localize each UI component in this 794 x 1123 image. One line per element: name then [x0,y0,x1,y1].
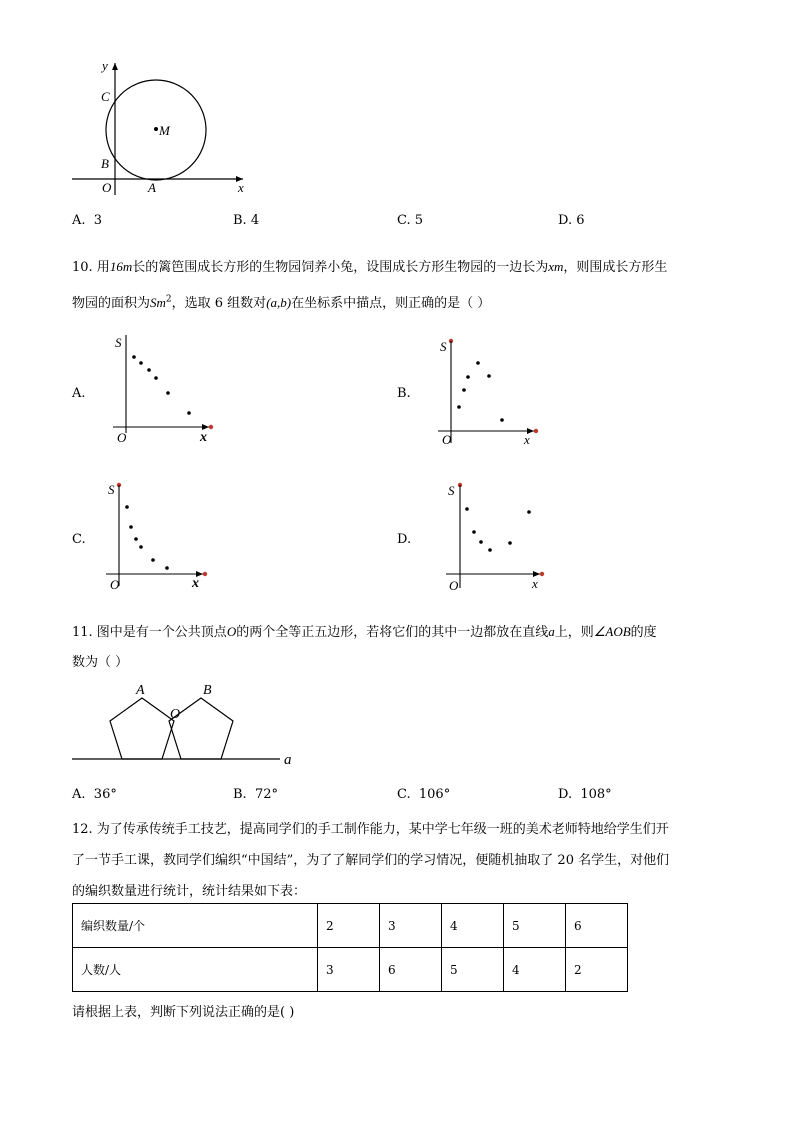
q10-stem-line1 [72,256,667,275]
data-point [139,361,143,365]
q12-stem-line1: 12. 为了传承传统手工技艺，提高同学们的手工制作能力，某中学七年级一班的美术老师特地给学生们开 [72,822,669,837]
q12-prompt: 请根据上表，判断下列说法正确的是( ) [72,1005,295,1020]
text: ，则围成长方形生 [563,260,668,275]
option-letter: B. [233,213,247,228]
option-letter: B. [233,787,247,802]
origin-label: O [110,577,120,592]
data-point [476,361,480,365]
text: ，选取 6 组数对 [171,296,267,311]
q11-option-c[interactable] [397,787,450,802]
pentagons-figure [68,678,300,773]
left-pentagon [110,698,174,759]
table-row [73,948,628,992]
q10-option-c-letter[interactable]: C. [72,532,86,547]
q11-option-b[interactable] [233,787,278,802]
text: 上，则 [554,625,594,640]
text: 的度 [630,625,657,640]
s-label: S [108,482,115,497]
option-letter: D. [558,787,573,802]
y-label: y [102,58,108,73]
table-cell: 3 [318,948,380,992]
origin-label: O [442,432,452,445]
math: O [226,624,237,639]
q11-option-a[interactable] [72,787,117,802]
text: 在坐标系中描点，则正确的是（ ） [291,296,491,311]
q9-option-a[interactable] [72,213,102,228]
data-point [462,388,466,392]
data-point [166,391,170,395]
table-cell: 2 [566,948,628,992]
x-label: x [532,576,538,591]
axis-end-dot [534,429,538,433]
data-point [151,558,155,562]
data-point [187,411,191,415]
s-label: S [448,483,455,498]
q9-option-c[interactable] [397,213,423,228]
option-letter: C. [397,213,411,228]
q10-option-d-letter[interactable]: D. [397,532,412,547]
table-cell: 5 [442,948,504,992]
option-letter: C. [397,787,411,802]
option-letter: A. [72,787,86,802]
table-cell: 6 [566,904,628,948]
q10-graph-c[interactable] [100,478,220,593]
math: Sm [150,295,166,310]
math: (a,b) [266,295,292,310]
origin-label: O [117,430,127,445]
q10-graph-d[interactable] [440,478,560,593]
table-cell: 4 [442,904,504,948]
data-point [500,418,504,422]
x-label: x [192,576,199,591]
q9-option-b[interactable] [233,213,259,228]
data-point [154,376,158,380]
data-point [465,507,469,511]
data-point [488,548,492,552]
circle-coordinate-figure [60,55,260,200]
option-value: 4 [250,213,260,228]
math: a [548,624,555,639]
q10-option-b-letter[interactable]: B. [397,386,411,401]
axis-end-dot [209,425,213,429]
data-point [125,505,129,509]
q10-graph-b[interactable] [430,333,550,445]
point-o-label: O [170,707,181,722]
data-point [129,525,133,529]
table-cell: 编织数量/个 [73,904,318,948]
table-row [73,904,628,948]
point-a-label: A [136,683,145,698]
center-point [154,127,158,131]
q11-option-d[interactable] [558,787,612,802]
point-b-label: B [101,156,109,171]
point-a-label: A [148,180,156,195]
q9-option-d[interactable] [558,213,585,228]
line-a-label: a [284,752,292,768]
option-letter: D. [558,213,573,228]
option-letter: A. [72,213,86,228]
table-cell: 人数/人 [73,948,318,992]
point-b-label: B [203,683,212,698]
q11-stem-line1 [72,621,657,640]
data-point [487,374,491,378]
data-point [472,530,476,534]
option-value: 72° [254,787,278,802]
q12-stem-line2: 了一节手工课，教同学们编织“中国结”，为了了解同学们的学习情况，便随机抽取了 20 名学生，对他们 [72,853,670,868]
data-point [165,566,169,570]
data-point [479,540,483,544]
data-point [132,355,136,359]
option-value: 106° [418,787,451,802]
s-label: S [440,339,447,354]
point-m-label: M [159,123,170,138]
data-point [147,368,151,372]
text: 长的篱笆围成长方形的生物园饲养小兔，设围成长方形生物园的一边长为 [132,260,549,275]
data-point [466,375,470,379]
data-point [527,510,531,514]
text: 的两个全等正五边形，若将它们的其中一边都放在直线 [236,625,549,640]
origin-label: O [102,180,112,195]
data-point [139,545,143,549]
table-cell: 6 [380,948,442,992]
origin-label: O [449,578,459,593]
option-value: 3 [93,213,103,228]
math: ∠AOB [593,624,631,639]
q10-graph-a[interactable] [105,333,225,445]
x-label: x [200,430,207,445]
option-value: 6 [576,213,585,228]
table-cell: 4 [504,948,566,992]
table-cell: 5 [504,904,566,948]
y-axis-arrow [112,63,118,70]
q11-stem-line2: 数为（ ） [72,655,129,670]
s-label: S [115,335,122,350]
q10-stem-line2 [72,292,490,311]
option-value: 5 [414,213,424,228]
point-c-label: C [101,89,110,104]
data-point [134,537,138,541]
math: 16m [109,259,133,274]
text: 物园的面积为 [72,296,151,311]
q12-stem-line3: 的编织数量进行统计，统计结果如下表： [72,884,307,899]
table-cell: 3 [380,904,442,948]
text: 11. 图中是有一个公共顶点 [72,625,227,640]
text: 10. 用 [72,260,110,275]
math: xm [548,259,564,274]
x-label: x [524,432,530,445]
stat-table [72,903,628,992]
axis-end-dot [540,572,544,576]
table-cell: 2 [318,904,380,948]
axis-end-dot [203,572,207,576]
x-label: x [238,180,244,195]
math: 2 [165,294,172,305]
option-value: 108° [580,787,612,802]
data-point [508,541,512,545]
q10-option-a-letter[interactable]: A. [72,386,86,401]
data-point [457,405,461,409]
option-value: 36° [93,787,117,802]
